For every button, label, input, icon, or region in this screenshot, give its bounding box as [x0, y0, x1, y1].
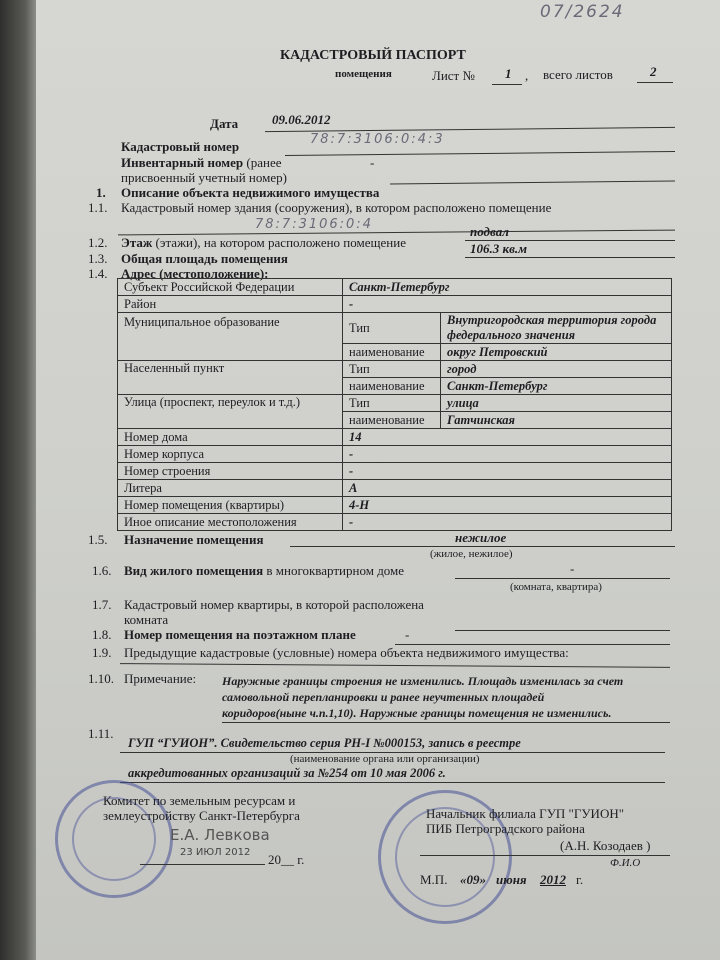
- right-year: 2012: [540, 872, 566, 887]
- document-title: КАДАСТРОВЫЙ ПАСПОРТ: [280, 48, 466, 63]
- purpose-label: Назначение помещения: [124, 532, 264, 547]
- organization-line-2: аккредитованных организаций за №254 от 10 мая 2006 г.: [128, 766, 446, 780]
- cadastral-number-label: Кадастровый номер: [121, 139, 240, 154]
- date-value: 09.06.2012: [272, 112, 331, 127]
- building-label: Номер строения: [118, 463, 343, 480]
- area-value: 106.3 кв.м: [470, 241, 528, 256]
- house-label: Номер дома: [118, 429, 343, 446]
- street-label: Улица (проспект, переулок и т.д.): [118, 395, 343, 429]
- right-signatory-name: (А.Н. Козодаев ): [560, 838, 651, 853]
- registration-number: 07/2624: [540, 2, 625, 22]
- right-signatory-line-1: Начальник филиала ГУП "ГУИОН": [426, 806, 625, 821]
- street-type: улица: [441, 395, 672, 412]
- table-row: [118, 279, 672, 296]
- table-row: [118, 395, 672, 412]
- locality-name: Санкт-Петербург: [441, 378, 672, 395]
- residential-type-value: -: [570, 561, 575, 576]
- municipality-type: Внутригородская территория города федерального значения: [441, 313, 672, 344]
- cadastral-number-value: 78:7:3106:0:4:3: [310, 132, 445, 147]
- inventory-number-label-2: присвоенный учетный номер): [121, 170, 287, 185]
- apartment-cadastral-label-2: комната: [124, 612, 169, 627]
- purpose-value: нежилое: [455, 530, 507, 545]
- total-sheets: 2: [650, 64, 657, 79]
- table-row: [118, 497, 672, 514]
- date-label: Дата: [210, 116, 239, 131]
- purpose-hint: (жилое, нежилое): [430, 548, 513, 560]
- name-label: наименование: [343, 412, 441, 429]
- table-row: [118, 313, 672, 344]
- name-label: наименование: [343, 378, 441, 395]
- building-value: -: [343, 463, 672, 480]
- right-day: «09»: [460, 872, 486, 887]
- right-year-suffix: г.: [576, 872, 584, 887]
- left-year: 20__ г.: [268, 852, 305, 867]
- sheet-label: Лист №: [432, 68, 475, 83]
- address-label: Адрес (местоположение):: [121, 266, 269, 281]
- floor-value: подвал: [470, 224, 509, 239]
- table-row: [118, 361, 672, 378]
- room-label: Номер помещения (квартиры): [118, 497, 343, 514]
- inventory-number-value: -: [370, 155, 375, 170]
- type-label: Тип: [343, 361, 441, 378]
- floor-plan-number-label: Номер помещения на поэтажном плане: [124, 627, 356, 642]
- table-row: [118, 463, 672, 480]
- subject-value: Санкт-Петербург: [343, 279, 672, 296]
- document-subtitle: помещения: [335, 68, 392, 80]
- table-row: [118, 514, 672, 531]
- residential-type-hint: (комната, квартира): [510, 581, 602, 593]
- item-number: 1.2.: [88, 235, 108, 250]
- total-sheets-label: всего листов: [543, 67, 613, 82]
- organization-line-1: ГУП “ГУИОН”. Свидетельство серия РН-I №000153, запись в реестре: [128, 736, 521, 750]
- apartment-cadastral-label: Кадастровый номер квартиры, в которой расположена: [124, 597, 424, 612]
- table-row: [118, 429, 672, 446]
- note-line-1: Наружные границы строения не изменились. Площадь изменилась за счет: [222, 674, 624, 688]
- table-row: [118, 446, 672, 463]
- building-cadastral-value: 78:7:3106:0:4: [255, 217, 373, 232]
- item-number: 1.9.: [92, 645, 112, 660]
- item-number: 1.10.: [88, 671, 114, 686]
- item-number: 1.5.: [88, 532, 108, 547]
- municipality-name: округ Петровский: [441, 344, 672, 361]
- item-number: 1.1.: [88, 200, 108, 215]
- sheet-number: 1: [505, 66, 512, 81]
- korpus-value: -: [343, 446, 672, 463]
- litera-value: А: [343, 480, 672, 497]
- left-signatory-name: Е.А. Левкова: [170, 826, 270, 844]
- right-month: июня: [496, 872, 527, 887]
- right-signatory-line-2: ПИБ Петроградского района: [426, 821, 585, 836]
- previous-numbers-label: Предыдущие кадастровые (условные) номера объекта недвижимого имущества:: [124, 645, 569, 660]
- building-cadastral-label: Кадастровый номер здания (сооружения), в котором расположено помещение: [121, 200, 552, 215]
- other-label: Иное описание местоположения: [118, 514, 343, 531]
- left-signatory-line-2: землеустройству Санкт-Петербурга: [103, 808, 300, 823]
- table-row: [118, 480, 672, 497]
- inventory-number-label: Инвентарный номер (ранее: [121, 155, 282, 170]
- sheet-separator: ,: [525, 68, 529, 83]
- item-number: 1.8.: [92, 627, 112, 642]
- left-stamp-date: 23 ИЮЛ 2012: [180, 847, 251, 858]
- table-row: [118, 296, 672, 313]
- room-value: 4-Н: [343, 497, 672, 514]
- house-value: 14: [343, 429, 672, 446]
- note-label: Примечание:: [124, 671, 197, 686]
- name-hint: Ф.И.О: [610, 857, 641, 869]
- note-line-2: самовольной перепланировки и ранее неучтенных площадей: [222, 690, 545, 704]
- note-line-3: коридоров(ныне ч.п.1,10). Наружные границы помещения не изменились.: [222, 706, 612, 720]
- item-number: 1.4.: [88, 266, 108, 281]
- item-number: 1.3.: [88, 251, 108, 266]
- section-number: 1.: [96, 185, 106, 200]
- floor-label: Этаж (этажи), на котором расположено помещение: [121, 235, 406, 250]
- locality-type: город: [441, 361, 672, 378]
- other-value: -: [343, 514, 672, 531]
- municipality-label: Муниципальное образование: [118, 313, 343, 361]
- subject-label: Субъект Российской Федерации: [118, 279, 343, 296]
- type-label: Тип: [343, 313, 441, 344]
- item-number: 1.11.: [88, 726, 114, 741]
- floor-plan-number-value: -: [405, 627, 410, 642]
- street-name: Гатчинская: [441, 412, 672, 429]
- seal-place-label: М.П.: [420, 872, 448, 887]
- item-number: 1.7.: [92, 597, 112, 612]
- type-label: Тип: [343, 395, 441, 412]
- district-label: Район: [118, 296, 343, 313]
- korpus-label: Номер корпуса: [118, 446, 343, 463]
- litera-label: Литера: [118, 480, 343, 497]
- locality-label: Населенный пункт: [118, 361, 343, 395]
- page-shadow-edge: [0, 0, 36, 960]
- section-title: Описание объекта недвижимого имущества: [121, 185, 380, 200]
- residential-type-label: Вид жилого помещения в многоквартирном доме: [124, 563, 405, 578]
- district-value: -: [343, 296, 672, 313]
- address-table: [117, 278, 672, 531]
- organization-hint: (наименование органа или организации): [290, 753, 480, 765]
- left-signatory-line-1: Комитет по земельным ресурсам и: [103, 793, 296, 808]
- item-number: 1.6.: [92, 563, 112, 578]
- name-label: наименование: [343, 344, 441, 361]
- area-label: Общая площадь помещения: [121, 251, 288, 266]
